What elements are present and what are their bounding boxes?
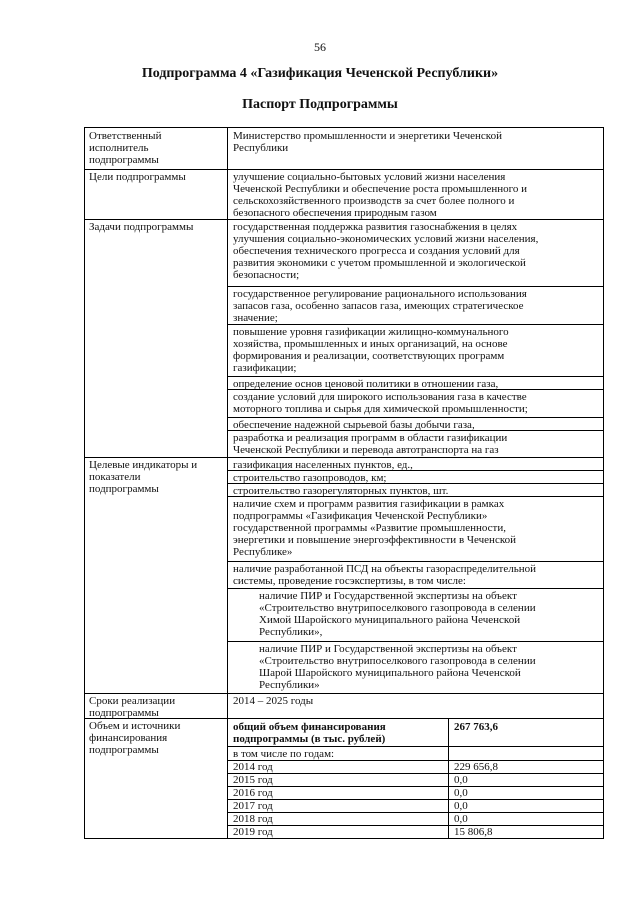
task-divider [227,286,603,287]
funding-label: Объем и источники финансирования подпрограммы [89,720,181,756]
indicator-item: газификация населенных пунктов, ед., [233,459,413,471]
funding-year-value: 0,0 [454,774,468,786]
funding-divider [227,773,603,774]
indicator-divider [227,641,603,642]
indicator-item: строительство газорегуляторных пунктов, шт. [233,485,449,497]
indicator-subitem: наличие ПИР и Государственной экспертизы на объект «Строительство внутрипоселкового газопровода в селении Шарой Шаройского муниципального района Чеченской Республики» [259,643,536,691]
task-item: государственное регулирование рационального использования запасов газа, особенно запасов газа, имеющих стратегическое значение; [233,288,527,324]
task-item: определение основ ценовой политики в отношении газа, [233,378,499,390]
funding-year: 2018 год [233,813,273,825]
funding-divider [227,786,603,787]
funding-column-divider [448,718,449,838]
funding-year: 2014 год [233,761,273,773]
funding-year-value: 0,0 [454,800,468,812]
goals-label: Цели подпрограммы [89,171,186,183]
executor-value: Министерство промышленности и энергетики Чеченской Республики [233,130,502,154]
tasks-label: Задачи подпрограммы [89,221,194,233]
page-number: 56 [314,40,326,54]
funding-divider [227,746,603,747]
funding-year-value: 0,0 [454,787,468,799]
indicator-divider [227,561,603,562]
page-title: Подпрограмма 4 «Газификация Чеченской Республики» [141,66,499,81]
indicator-divider [227,588,603,589]
funding-divider [227,760,603,761]
passport-table [84,127,604,839]
funding-divider [227,825,603,826]
row-divider [85,457,603,458]
executor-label: Ответственный исполнитель подпрограммы [89,130,162,166]
passport-heading: Паспорт Подпрограммы [242,97,398,112]
task-item: государственная поддержка развития газоснабжения в целях улучшения социально-экономических условий жизни населения, обеспечения технического прогресса и создания условий для развития экономики с учетом промышленной и экологической безопасности; [233,221,539,281]
indicator-item: строительство газопроводов, км; [233,472,387,484]
indicator-item: наличие разработанной ПСД на объекты газораспределительной системы, проведение госэкспертизы, в том числе: [233,563,537,587]
goals-value: улучшение социально-бытовых условий жизни населения Чеченской Республики и обеспечение роста промышленного и сельскохозяйственного производств за счет более полного и безопасного обеспечения природным газом [233,171,527,219]
task-divider [227,417,603,418]
funding-year: 2015 год [233,774,273,786]
funding-divider [227,812,603,813]
terms-label: Сроки реализации подпрограммы [89,695,176,719]
funding-divider [227,799,603,800]
task-item: разработка и реализация программ в области газификации Чеченской Республики и перевода автотранспорта на газ [233,432,508,456]
funding-year-value: 0,0 [454,813,468,825]
terms-value: 2014 – 2025 годы [233,695,314,707]
task-item: создание условий для широкого использования газа в качестве моторного топлива и сырья для химической промышленности; [233,391,528,415]
indicator-item: наличие схем и программ развития газификации в рамках подпрограммы «Газификация Чеченской Республики» государственной программы «Развитие промышленности, энергетики и повышение энергоэффективности в Чеченской Республике» [233,498,517,558]
funding-year-value: 15 806,8 [454,826,493,838]
funding-total-label: общий объем финансирования подпрограммы (в тыс. рублей) [233,721,386,745]
funding-total-value: 267 763,6 [454,721,498,733]
funding-year: 2017 год [233,800,273,812]
funding-including-label: в том числе по годам: [233,748,335,760]
funding-year-value: 229 656,8 [454,761,498,773]
row-divider [85,169,603,170]
funding-year: 2016 год [233,787,273,799]
row-divider [85,693,603,694]
row-divider [85,219,603,220]
indicator-subitem: наличие ПИР и Государственной экспертизы на объект «Строительство внутрипоселкового газопровода в селении Химой Шаройского муниципального района Чеченской Республики», [259,590,536,638]
funding-year: 2019 год [233,826,273,838]
task-item: повышение уровня газификации жилищно-коммунального хозяйства, промышленных и иных организаций, на основе формирования и реализации, соответствующих программ газификации; [233,326,509,374]
indicators-label: Целевые индикаторы и показатели подпрограммы [89,459,198,495]
task-divider [227,324,603,325]
task-item: обеспечение надежной сырьевой базы добычи газа, [233,419,475,431]
task-divider [227,376,603,377]
